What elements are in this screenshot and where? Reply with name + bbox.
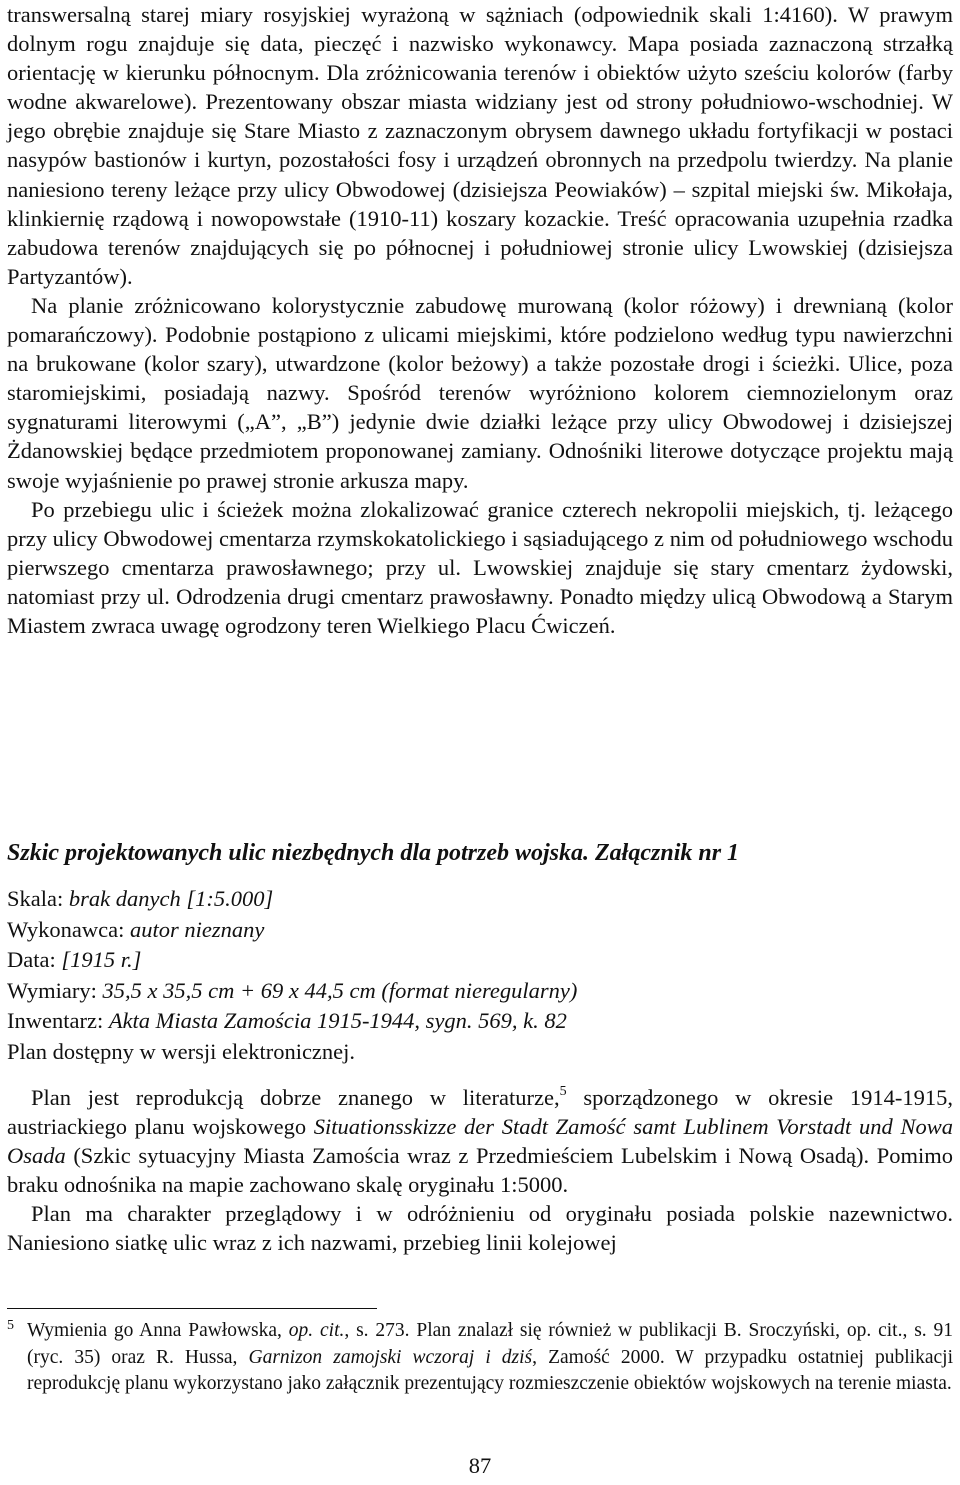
paragraph-5: Plan ma charakter przeglądowy i w odróżnieniu od oryginału posiada polskie nazewnictwo. Naniesiono siatkę ulic wraz z ich nazwami, przebieg linii kolejowej xyxy=(7,1201,953,1256)
dimensions-label: Wymiary: xyxy=(7,977,103,1003)
author-value: autor nieznany xyxy=(129,916,265,942)
availability-row: Plan dostępny w wersji elektronicznej. xyxy=(7,1038,356,1064)
scale-label: Skala: xyxy=(7,886,69,911)
paragraph-4 xyxy=(7,1083,953,1199)
inventory-value: Akta Miasta Zamościa 1915-1944, sygn. 569, k. 82 xyxy=(108,1008,567,1033)
scale-value: brak danych [1:5.000] xyxy=(68,886,274,911)
plan-title-italic: Situationsskizze der Stadt Zamość samt Lublinem Vorstadt und Nowa Osada xyxy=(7,1114,953,1169)
footnote-book-title: Garnizon zamojski wczoraj i dziś xyxy=(248,1346,533,1368)
body-text xyxy=(7,0,953,640)
footnote-part-b: , s. 273. Plan znalazł się również w publikacji B. Sroczyński, op. cit., s. 91 (ryc. 35) oraz R. Hussa, xyxy=(27,1320,953,1368)
footnote-reference: 5 xyxy=(559,1084,567,1099)
footnote-part-c: , Zamość 2000. W przypadku ostatniej publikacji reprodukcję planu wykorzystano jako załącznik prezentujący rozmieszczenie obiektów wojskowych na terenie miasta. xyxy=(27,1346,953,1394)
date-label: Data: xyxy=(7,947,62,972)
footnote-divider xyxy=(7,1308,377,1309)
paragraph-1: transwersalną starej miary rosyjskiej wyrażoną w sążniach (odpowiednik skali 1:4160). W prawym dolnym rogu znajduje się data, pieczęć i nazwisko wykonawcy. Mapa posiada zaznaczoną strzałką orientację w kierunku północnym. Dla zróżnicowania terenów i obiektów użyto sześciu kolorów (farby wodne akwarelowe). Prezentowany obszar miasta widziany jest od strony południowo-wschodniej. W jego obrębie znajduje się Stare Miasto z zaznaczonym obrysem dawnego układu fortyfikacji w postaci nasypów bastionów i kurtyn, pozostałości fosy i urządzeń obronnych na przedpolu twierdzy. Na planie naniesiono tereny leżące przy ulicy Obwodowej (dzisiejsza Peowiaków) – szpital miejski św. Mikołaja, klinkiernię rządową i nowopowstałe (1910-11) koszary kozackie. Treść opracowania uzupełnia rzadka zabudowa terenów znajdujących się po północnej i południowej stronie ulicy Lwowskiej (dzisiejsza Partyzantów). xyxy=(7,2,953,289)
plan-metadata xyxy=(7,884,953,1067)
date-value: [1915 r.] xyxy=(61,947,142,972)
paragraph-3: Po przebiegu ulic i ścieżek można zlokalizować granice czterech nekropolii miejskich, tj. leżącego przy ulicy Obwodowej cmentarza rzymskokatolickiego i sąsiadującego z nim od południowego wschodu pierwszego cmentarza prawosławnego; przy ul. Lwowskiej znajduje się stary cmentarz żydowski, natomiast przy ul. Odrodzenia drugi cmentarz prawosławny. Ponadto między ulicą Obwodową a Starym Miastem zwraca uwagę ogrodzony teren Wielkiego Placu Ćwiczeń. xyxy=(7,496,953,638)
footnote-mark: 5 xyxy=(7,1318,14,1333)
document-page xyxy=(7,0,953,1478)
page-number: 87 xyxy=(468,1453,492,1478)
dimensions-row xyxy=(7,976,953,1007)
dimensions-value: 35,5 x 35,5 cm + 69 x 44,5 cm (format nieregularny) xyxy=(102,977,578,1003)
footnote-part-a: Wymienia go Anna Pawłowska, xyxy=(27,1320,289,1341)
inventory-label: Inwentarz: xyxy=(7,1008,109,1033)
body-text-2 xyxy=(7,1083,953,1258)
footnote-op-cit: op. cit. xyxy=(288,1320,345,1341)
paragraph-4-part-b: sporządzonego w okresie 1914-1915, austriackiego planu wojskowego xyxy=(7,1085,953,1140)
paragraph-4-part-a: Plan jest reprodukcją dobrze znanego w literaturze, xyxy=(31,1085,560,1110)
inventory-row xyxy=(7,1006,953,1037)
paragraph-4-part-c: (Szkic sytuacyjny Miasta Zamościa wraz z Przedmieściem Lubelskim i Nową Osadą). Pomimo braku odnośnika na mapie zachowano skalę oryginału 1:5000. xyxy=(7,1143,953,1198)
section-title: Szkic projektowanych ulic niezbędnych dla potrzeb wojska. Załącznik nr 1 xyxy=(7,840,740,866)
date-row xyxy=(7,945,953,976)
author-label: Wykonawca: xyxy=(7,916,130,942)
scale-row xyxy=(7,884,953,915)
footnote xyxy=(7,1318,953,1398)
paragraph-2: Na planie zróżnicowano kolorystycznie zabudowę murowaną (kolor różowy) i drewnianą (kolor pomarańczowy). Podobnie postąpiono z ulicami miejskimi, które podzielono według typu nawierzchni na brukowane (kolor szary), utwardzone (kolor beżowy) a także pozostałe drogi i ścieżki. Ulice, poza staromiejskimi, posiadają nazwy. Spośród terenów wyróżniono kolorem ciemnozielonym oraz sygnaturami literowymi („A”, „B”) jedynie dwie działki leżące przy ulicy Obwodowej i dzisiejszej Żdanowskiej będące przedmiotem proponowanej zamiany. Odnośniki literowe dotyczące projektu mają swoje wyjaśnienie po prawej stronie arkusza mapy. xyxy=(7,292,953,493)
author-row xyxy=(7,915,953,946)
